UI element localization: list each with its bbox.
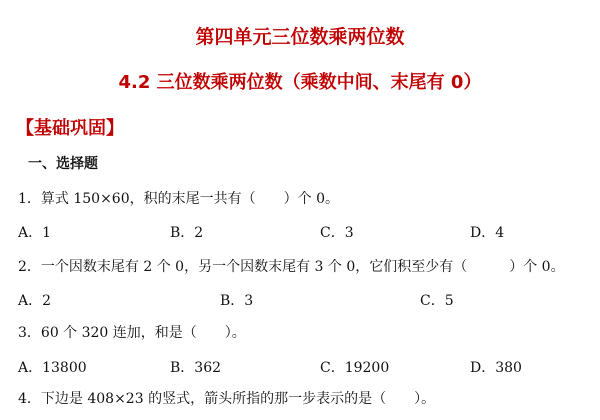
question-1: 1．算式 150×60，积的末尾一共有（ ）个 0。 — [18, 191, 339, 207]
option-c: C．5 — [420, 293, 454, 309]
question-4: 4．下边是 408×23 的竖式，箭头所指的那一步表示的是（ ）。 — [18, 391, 436, 407]
question-3: 3．60 个 320 连加，和是（ ）。 — [18, 325, 246, 341]
lesson-title: 4.2 三位数乘两位数（乘数中间、末尾有 0） — [118, 72, 482, 93]
option-a: A．2 — [18, 293, 52, 309]
option-d: D．4 — [470, 225, 505, 241]
part-heading: 一、选择题 — [28, 156, 98, 172]
option-c: C．3 — [320, 225, 354, 241]
question-2: 2．一个因数末尾有 2 个 0，另一个因数末尾有 3 个 0，它们积至少有（ ）个 0。 — [18, 259, 565, 275]
option-b: B．362 — [170, 360, 222, 376]
option-b: B．3 — [220, 293, 254, 309]
option-d: D．380 — [470, 360, 522, 376]
unit-title: 第四单元三位数乘两位数 — [195, 26, 405, 48]
option-c: C．19200 — [320, 360, 390, 376]
section-heading: 【基础巩固】 — [16, 118, 124, 139]
question-3-options — [18, 357, 588, 377]
question-1-options — [18, 222, 588, 242]
question-2-options — [18, 290, 588, 310]
option-a: A．1 — [18, 225, 52, 241]
option-b: B．2 — [170, 225, 204, 241]
option-a: A．13800 — [18, 360, 87, 376]
